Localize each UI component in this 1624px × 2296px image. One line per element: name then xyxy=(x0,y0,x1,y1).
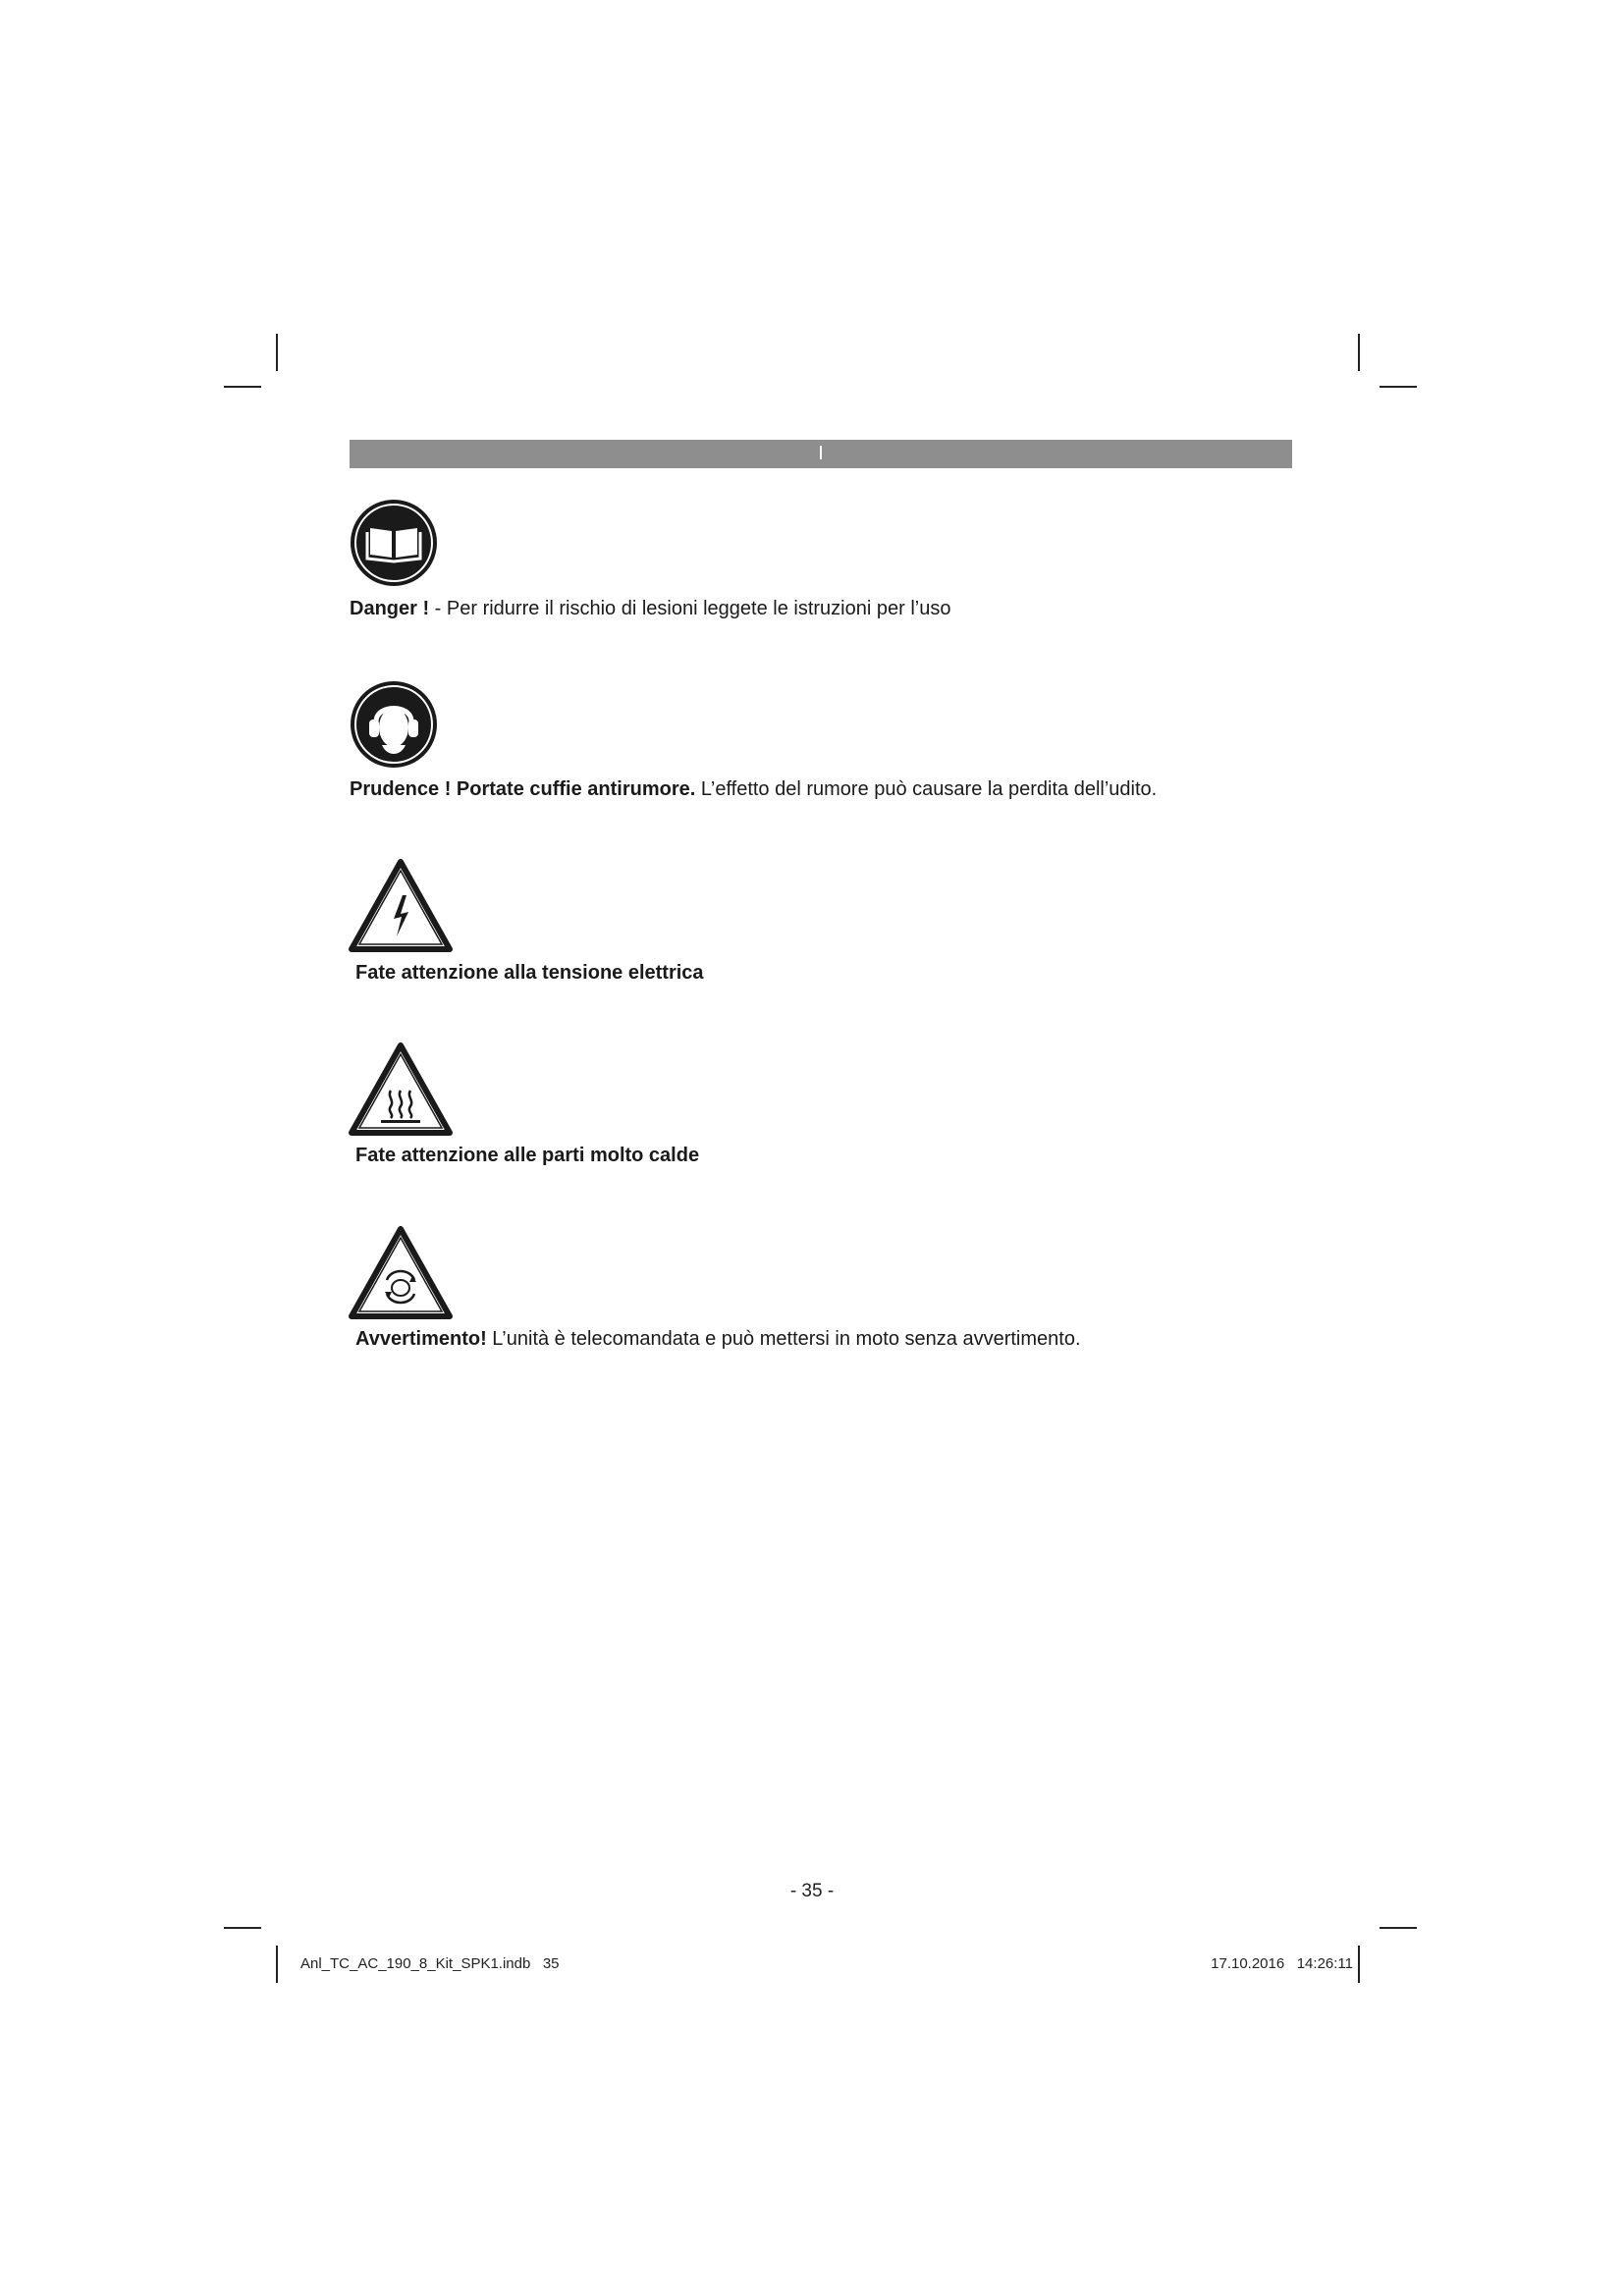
automatic-start-icon xyxy=(348,1225,454,1321)
crop-mark xyxy=(1358,1946,1360,1983)
footer-file-info: Anl_TC_AC_190_8_Kit_SPK1.indb 35 xyxy=(300,1955,560,1972)
warning-electric-voltage: Fate attenzione alla tensione elettrica xyxy=(355,962,704,984)
crop-mark xyxy=(276,1946,278,1983)
warning-hot-surface: Fate attenzione alle parti molto calde xyxy=(355,1145,700,1166)
electric-voltage-icon xyxy=(348,858,454,954)
warning-automatic-start: Avvertimento! L’unità è telecomandata e può mettersi in moto senza avvertimento. xyxy=(355,1328,1081,1350)
crop-mark xyxy=(276,334,278,371)
crop-mark xyxy=(224,386,261,388)
footer-date-info: 17.10.2016 14:26:11 xyxy=(1211,1955,1353,1972)
crop-mark xyxy=(1380,386,1417,388)
hot-surface-icon xyxy=(348,1041,454,1138)
language-code: I xyxy=(818,443,824,464)
page-number: - 35 - xyxy=(789,1881,835,1901)
crop-mark xyxy=(224,1927,261,1929)
warning-ear-protection: Prudence ! Portate cuffie antirumore. L’effetto del rumore può causare la perdita dell’udito. xyxy=(350,778,1158,800)
language-header-bar xyxy=(350,440,1292,468)
read-manual-icon xyxy=(350,499,438,587)
warning-read-manual: Danger ! - Per ridurre il rischio di lesioni leggete le istruzioni per l’uso xyxy=(350,598,951,619)
crop-mark xyxy=(1380,1927,1417,1929)
ear-protection-icon xyxy=(350,680,438,769)
crop-mark xyxy=(1358,334,1360,371)
